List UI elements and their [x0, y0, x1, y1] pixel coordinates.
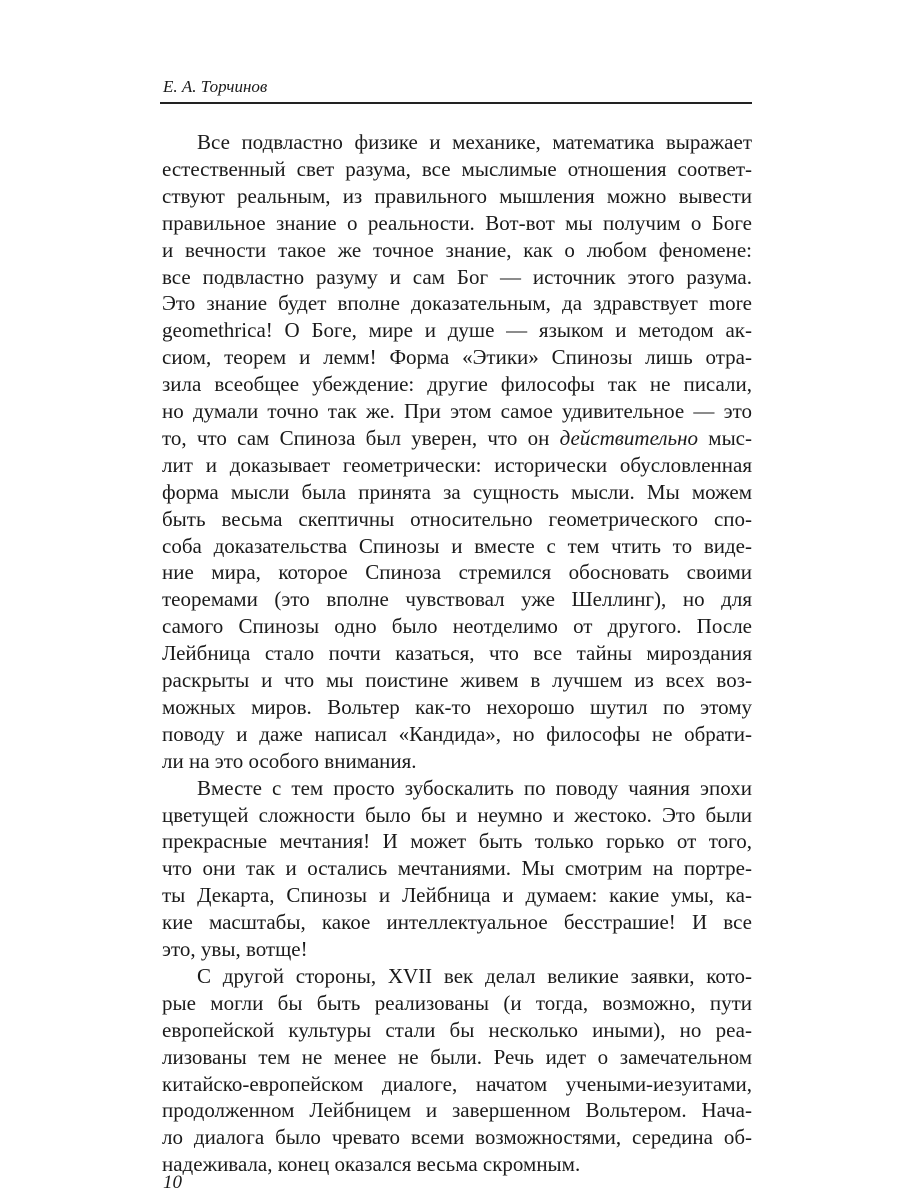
running-head: Е. А. Торчинов — [163, 77, 268, 96]
text-line: надеживала, конец оказался весьма скромным. — [162, 1152, 581, 1177]
text-line: сиом, теорем и лемм! Форма «Этики» Спинозы лишь отра- — [162, 345, 752, 370]
text-line: можных миров. Вольтер как-то нехорошо шутил по этому — [162, 694, 752, 719]
text-line: поводу и даже написал «Кандида», но философы не обрати- — [162, 721, 752, 746]
text-line: ние мира, которое Спиноза стремился обосновать своими — [162, 560, 752, 585]
page-number: 10 — [163, 1172, 182, 1193]
text-line: прекрасные мечтания! И может быть только горько от того, — [162, 829, 752, 854]
text-line: лизованы тем не менее не были. Речь идет о замечательном — [162, 1044, 752, 1069]
text-line: ты Декарта, Спинозы и Лейбница и думаем: какие умы, ка- — [162, 883, 752, 908]
text-line: и вечности такое же точное знание, как о любом феномене: — [162, 237, 752, 262]
text-line: но думали точно так же. При этом самое удивительное — это — [162, 399, 752, 423]
text-line: форма мысли была принята за сущность мысли. Мы можем — [162, 479, 752, 504]
text-line: теоремами (это вполне чувствовал уже Шеллинг), но для — [162, 587, 752, 612]
text-line: Это знание будет вполне доказательным, да здравствует more — [162, 291, 752, 316]
text-line: естественный свет разума, все мыслимые отношения соответ- — [162, 156, 752, 181]
text-line: европейской культуры стали бы несколько иными), но реа- — [162, 1017, 752, 1042]
text-line: лит и доказывает геометрически: исторически обусловленная — [162, 452, 752, 477]
text-line: рые могли бы быть реализованы (и тогда, возможно, пути — [162, 990, 752, 1015]
text-line: продолженном Лейбницем и завершенном Вольтером. Нача- — [162, 1098, 752, 1123]
text-line: цветущей сложности было бы и неумно и жестоко. Это были — [162, 802, 752, 827]
text-line: раскрыты и что мы поистине живем в лучшем из всех воз- — [162, 668, 752, 692]
text-line: то, что сам Спиноза был уверен, что он действительно мыс- — [162, 425, 752, 450]
text-line: ло диалога было чревато всеми возможностями, середина об- — [162, 1125, 752, 1150]
text-line: зила всеобщее убеждение: другие философы так не писали, — [162, 372, 752, 397]
text-line: ли на это особого внимания. — [162, 748, 417, 773]
text-line: правильное знание о реальности. Вот-вот мы получим о Боге — [162, 210, 752, 235]
text-line: ствуют реальным, из правильного мышления можно вывести — [162, 183, 752, 208]
text-line: что они так и остались мечтаниями. Мы смотрим на портре- — [162, 856, 752, 881]
text-line: китайско-европейском диалоге, начатом учеными-иезуитами, — [162, 1071, 752, 1096]
text-line: соба доказательства Спинозы и вместе с тем чтить то виде- — [162, 533, 752, 558]
text-line: С другой стороны, XVII век делал великие заявки, кото- — [197, 963, 752, 988]
text-line: Вместе с тем просто зубоскалить по поводу чаяния эпохи — [197, 775, 752, 800]
text-line: самого Спинозы одно было неотделимо от другого. После — [162, 614, 752, 639]
text-line: быть весьма скептичны относительно геометрического спо- — [162, 506, 752, 531]
text-line: Все подвластно физике и механике, математика выражает — [197, 130, 752, 154]
text-line: кие масштабы, какое интеллектуальное бесстрашие! И все — [162, 910, 752, 935]
text-line: geomethrica! О Боге, мире и душе — языком и методом ак- — [162, 318, 752, 343]
text-line: Лейбница стало почти казаться, что все тайны мироздания — [162, 641, 752, 666]
text-line: все подвластно разуму и сам Бог — источник этого разума. — [162, 264, 752, 289]
text-line: это, увы, вотще! — [162, 937, 308, 961]
header-rule — [160, 102, 752, 104]
